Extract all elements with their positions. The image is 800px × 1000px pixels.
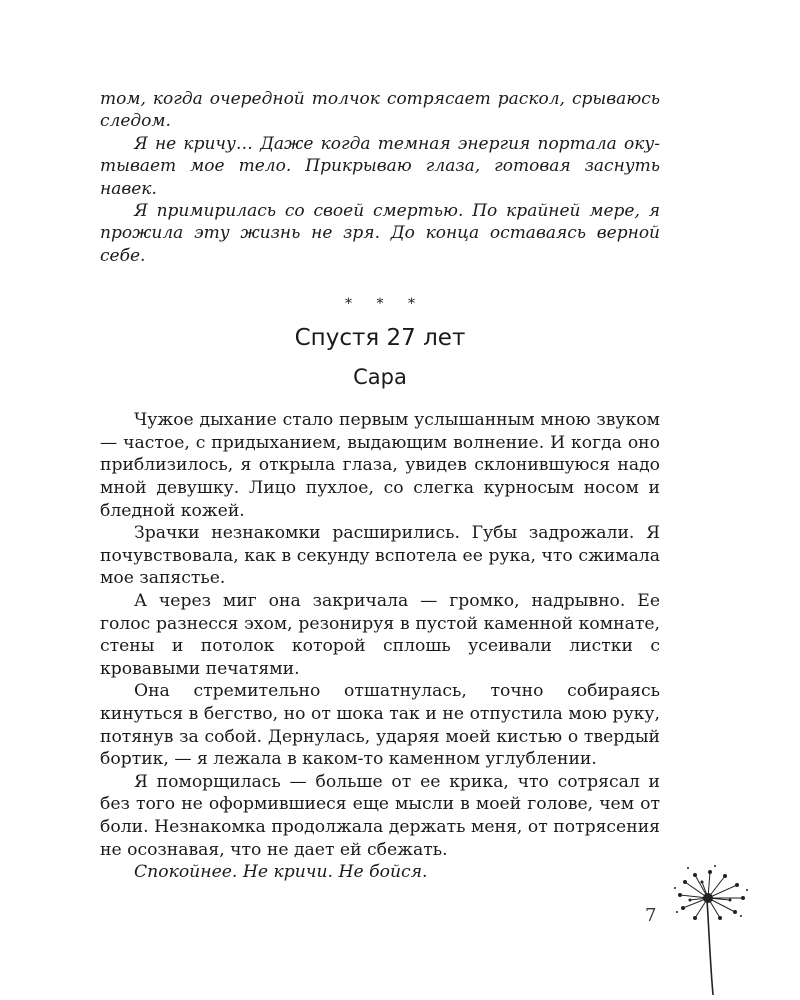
page-number: 7 [645, 905, 657, 926]
book-page [100, 88, 660, 884]
body-paragraph: Она стремительно отшатнулась, точно собираясь кинуться в бегство, но от шока так и не отпустила мою руку, потянув за собой. Дернулась, ударяя моей кистью о твердый бортик, — я лежала в каком-то каменном углублении. [100, 681, 660, 770]
body-paragraph: Чужое дыхание стало первым услышанным мною звуком — частое, с придыханием, выдающим волнение. И когда оно приблизилось, я открыла глаза, увидев склонившуюся надо мной девушку. Лицо пухлое, со слегка курносым носом и бледной кожей. [100, 410, 660, 521]
dandelion-icon [655, 860, 765, 995]
chapter-body [100, 409, 660, 883]
paragraph-intro-3: Я примирилась со своей смертью. По крайней мере, я прожила эту жизнь не зря. До конца оставаясь верной себе. [100, 201, 660, 266]
paragraph-intro-1: том, когда очередной толчок сотрясает раскол, срываюсь следом. [100, 89, 660, 132]
paragraph-intro-2: Я не кричу… Даже когда темная энергия портала окутывает мое тело. Прикрываю глаза, готовая заснуть навек. [100, 133, 660, 199]
chapter-subtitle: Сара [353, 365, 407, 390]
closing-italic-line: Спокойнее. Не кричи. Не бойся. [134, 862, 428, 883]
chapter-title: Спустя 27 лет [294, 325, 466, 352]
section-separator: * * * [345, 296, 425, 313]
body-paragraph: Зрачки незнакомки расширились. Губы задрожали. Я почувствовала, как в секунду вспотела ее рука, что сжимала мое запястье. [100, 523, 660, 589]
body-paragraph: А через миг она закричала — громко, надрывно. Ее голос разнесся эхом, резонируя в пустой каменной комнате, стены и потолок которой сплошь усеивали листки с кровавыми печатями. [100, 591, 660, 679]
body-paragraph: Я поморщилась — больше от ее крика, что сотрясал и без того не оформившиеся еще мысли в моей голове, чем от боли. Незнакомка продолжала держать меня, от потрясения не осознавая, что не дает ей сбежать. [100, 771, 660, 860]
